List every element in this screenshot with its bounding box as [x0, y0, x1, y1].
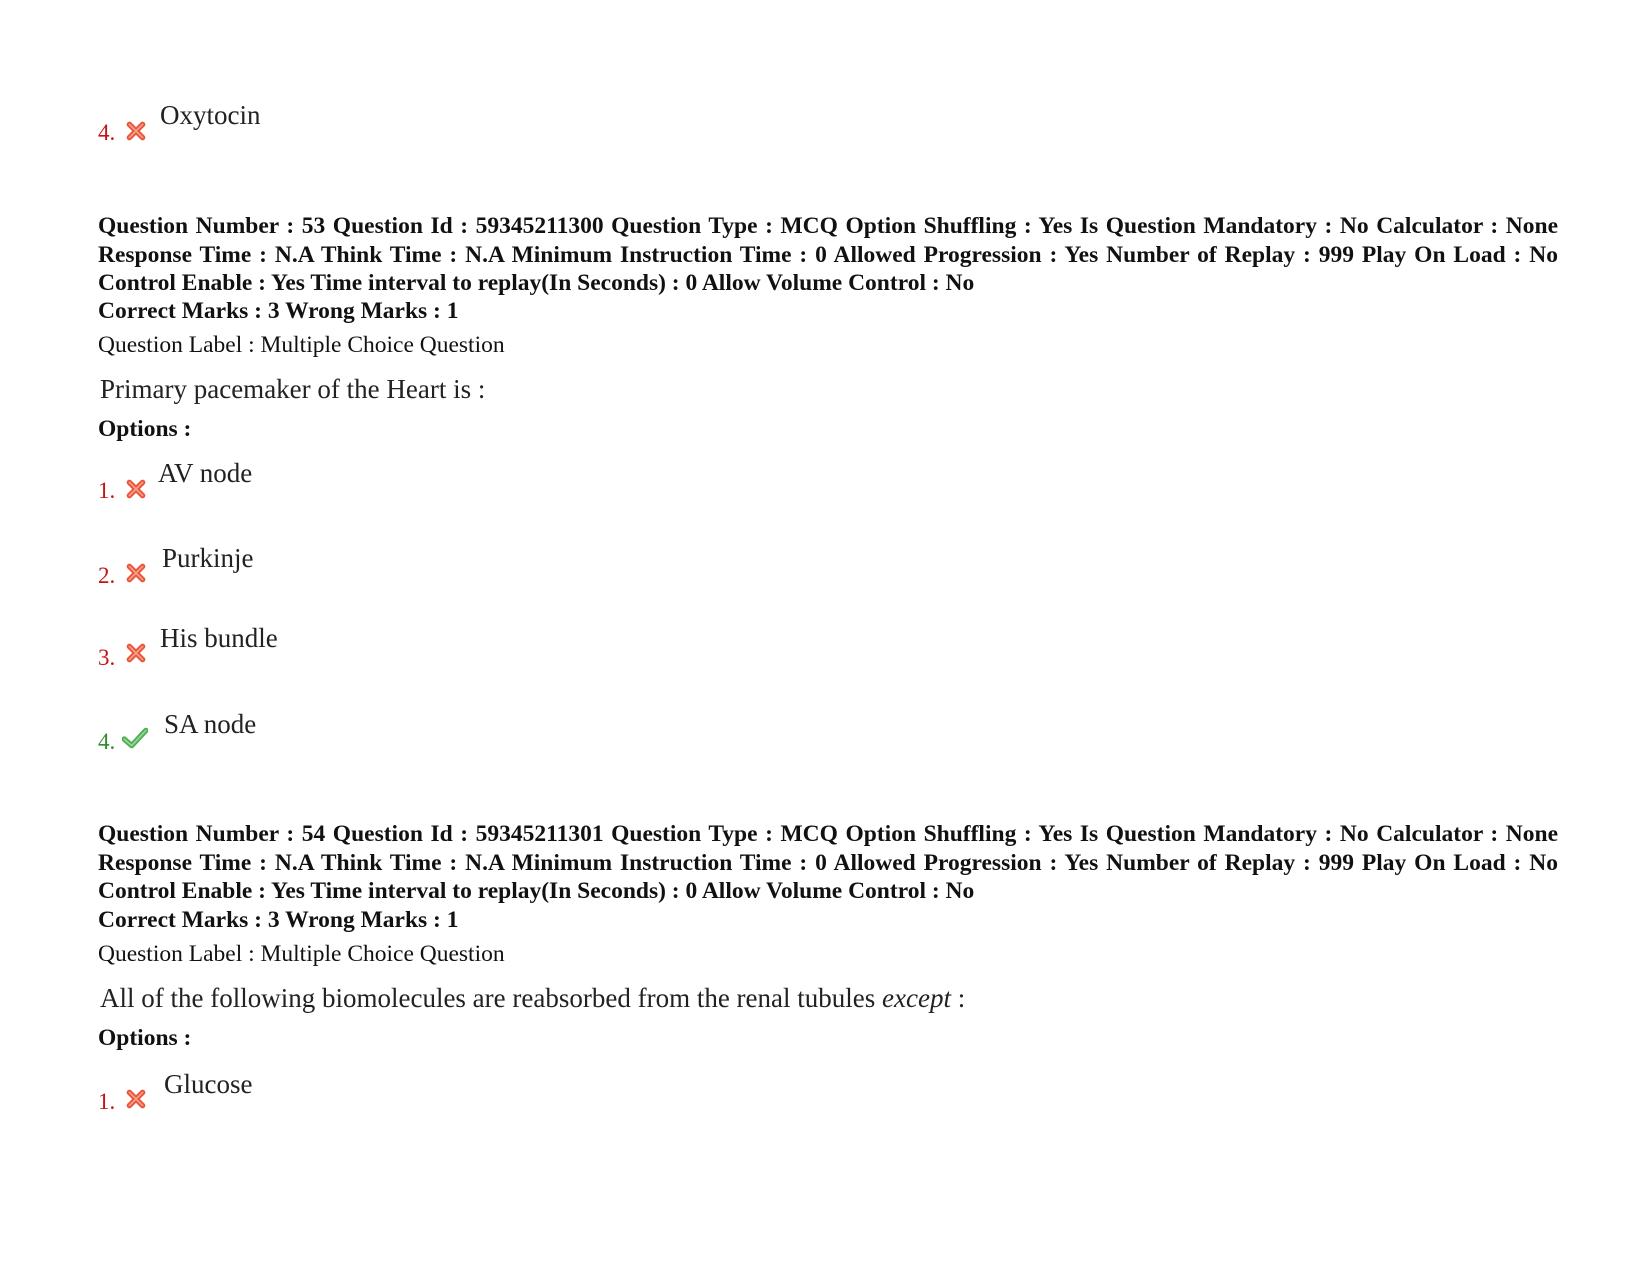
- question-text: Primary pacemaker of the Heart is :: [100, 374, 486, 404]
- question-text-main: All of the following biomolecules are reabsorbed from the renal tubules: [100, 983, 883, 1013]
- option-text: His bundle: [160, 623, 278, 653]
- cross-mark-icon: [125, 1088, 147, 1110]
- option-number: 3.: [98, 645, 116, 670]
- question-marks: Correct Marks : 3 Wrong Marks : 1: [98, 298, 459, 324]
- cross-mark-icon: [125, 478, 147, 500]
- check-mark-icon: [122, 727, 148, 749]
- question-label: Question Label : Multiple Choice Question: [98, 332, 505, 358]
- question-text: [100, 983, 965, 1014]
- options-heading: Options :: [98, 416, 192, 442]
- option-number: 4.: [98, 729, 116, 754]
- option-number: 1.: [98, 1089, 116, 1114]
- option-text: Oxytocin: [160, 100, 261, 130]
- cross-mark-icon: [125, 120, 147, 142]
- option-text: Glucose: [164, 1069, 253, 1099]
- cross-mark-icon: [125, 642, 147, 664]
- question-text-end: :: [950, 983, 966, 1013]
- question-meta: Question Number : 53 Question Id : 59345211300 Question Type : MCQ Option Shuffling : Yes Is Question Mandatory : No Calculator : None Response Time : N.A Think Time : N.A Minimum Instruction Time : 0 Allowed Progression : Yes Number of Replay : 999 Play On Load : No Control Enable : Yes Time interval to replay(In Seconds) : 0 Allow Volume Control : No: [98, 213, 1558, 296]
- option-number: 4.: [98, 120, 116, 145]
- cross-mark-icon: [125, 562, 147, 584]
- question-meta: Question Number : 54 Question Id : 59345211301 Question Type : MCQ Option Shuffling : Yes Is Question Mandatory : No Calculator : None Response Time : N.A Think Time : N.A Minimum Instruction Time : 0 Allowed Progression : Yes Number of Replay : 999 Play On Load : No Control Enable : Yes Time interval to replay(In Seconds) : 0 Allow Volume Control : No: [98, 821, 1558, 904]
- options-heading: Options :: [98, 1025, 192, 1051]
- option-number: 2.: [98, 563, 116, 588]
- option-text: SA node: [164, 709, 257, 739]
- option-text: AV node: [158, 458, 253, 488]
- question-label: Question Label : Multiple Choice Question: [98, 941, 505, 967]
- option-text: Purkinje: [162, 543, 254, 573]
- question-text-emphasis: except: [882, 983, 951, 1013]
- question-marks: Correct Marks : 3 Wrong Marks : 1: [98, 907, 459, 933]
- option-number: 1.: [98, 478, 116, 503]
